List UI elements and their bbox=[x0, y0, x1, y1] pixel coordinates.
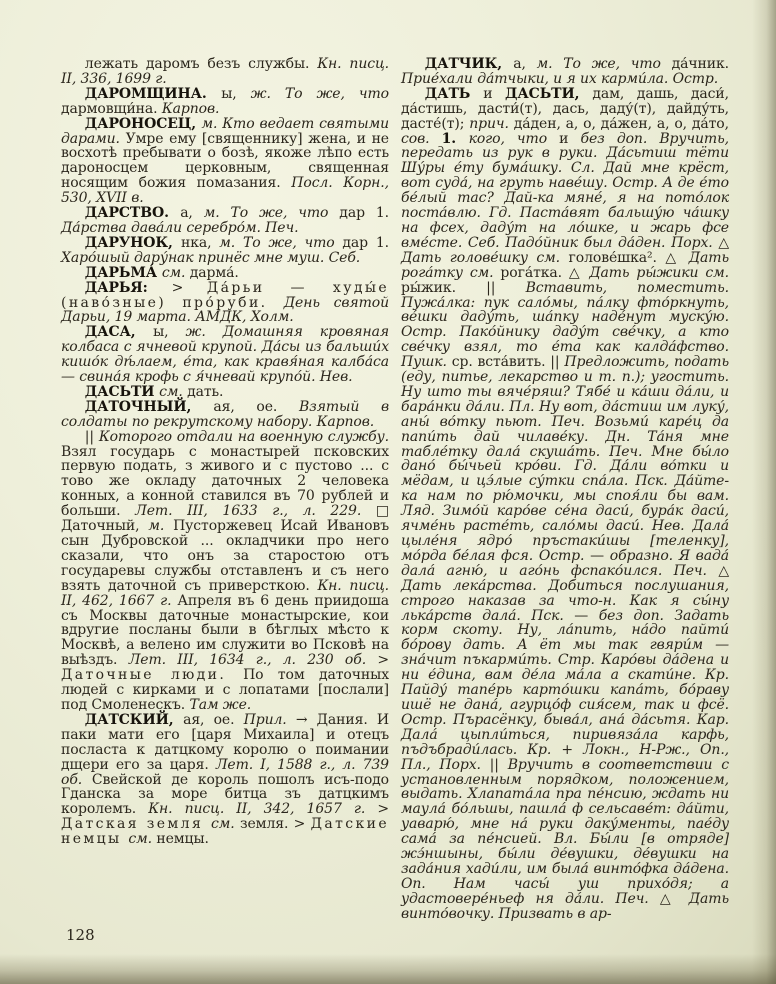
text-segment: Взял государь с монастырей псковских первую подать, з живого и с пустово ... с тово же окладу даточных 2 человека конных, а конной ставился въ 70 рублей и больши. bbox=[61, 443, 389, 520]
text-segment: ДАТЧИК, bbox=[424, 56, 514, 72]
text-segment: Датская земля bbox=[61, 816, 211, 833]
text-segment: ж. То же, что bbox=[250, 85, 389, 102]
text-segment: см. bbox=[128, 831, 157, 848]
text-segment: Свейской де король пошолъ исъ-подо Гданска за море битца зъ датцкимъ королемъ. bbox=[61, 771, 389, 818]
text-segment: Кн. писц. II, 336, 1699 г. bbox=[61, 56, 389, 87]
text-segment: земля. > bbox=[239, 816, 311, 833]
text-segment: ДАСЬТИ, bbox=[505, 85, 593, 102]
text-segment: Да́рства дава́ли серебро́м. Печ. bbox=[61, 219, 299, 236]
text-segment: ы, bbox=[221, 85, 251, 102]
text-segment: ры́жик. || bbox=[401, 279, 526, 296]
entry-paragraph bbox=[61, 57, 389, 87]
text-segment: без доп. Задать корм скоту. Ну, ла́пить, на́до пайти́ бо́рову дать. А ёт мы так гвяри́м — зна́чит пъкарми́ть. Стр. Каро́вы да́дена и ни е́дина, вам де́ла ма́ла а скати́не. Кр. Пайду́ тапе́рь карто́шки капа́ть, бо́раву ишё не дана́, агурцо́ф сия́сем, так и фсё. Остр. Пърасёнку, быва́л, ана́ да́сьтя. Кар. Дала́ цыпли́ться, пиривяза́ла карфь, пъдъбради́лась. Кр. bbox=[401, 607, 729, 758]
text-segment: м. То же, что bbox=[203, 205, 340, 222]
text-segment: Харо́шый дару́нак принёс мне муш. Себ. bbox=[61, 249, 361, 266]
text-segment: Взятый в солдаты по рекрутскому набору. Карпов. bbox=[61, 398, 389, 430]
text-segment: Лет. I, 1588 г., л. 739 об. bbox=[61, 756, 389, 788]
entry-paragraph bbox=[61, 236, 389, 266]
entry-paragraph bbox=[61, 325, 389, 385]
text-segment: см. bbox=[161, 264, 190, 281]
text-segment: Там же. bbox=[189, 696, 252, 713]
text-segment: а, bbox=[513, 56, 537, 72]
text-segment: м. То же, что bbox=[219, 234, 343, 251]
text-segment: дам, дашь, даси́, да́стишь, дасти́(т), дась, даду́(т), дайду́ть, дасте́(т); bbox=[401, 85, 729, 132]
entry-paragraph bbox=[61, 206, 389, 236]
text-segment: м. Кто ведает святыми дарами. bbox=[61, 115, 389, 147]
entry-paragraph bbox=[61, 385, 389, 400]
entry-paragraph bbox=[61, 430, 389, 713]
entry-paragraph bbox=[61, 713, 389, 847]
text-segment: △ bbox=[718, 234, 729, 251]
text-segment: дать. bbox=[187, 383, 224, 400]
text-segment: да́чник. bbox=[671, 56, 730, 72]
text-segment: > bbox=[377, 801, 389, 818]
text-segment: сов. bbox=[401, 130, 442, 147]
text-segment: ы, bbox=[153, 324, 186, 341]
text-segment: голове́шка². △ bbox=[568, 249, 689, 266]
text-segment: рога́тка. △ bbox=[500, 264, 590, 281]
text-segment: Которого отдали на военную службу. bbox=[98, 428, 389, 445]
text-segment: Посл. Корн., 530, XVII в. bbox=[61, 175, 389, 207]
text-segment: лежать даромъ безъ службы. bbox=[84, 56, 318, 72]
text-segment: Дать лека́рства. Добиться послушания, строго наказав за что-н. Как я сы́ну лька́рств дала́. Пск. bbox=[401, 577, 729, 624]
text-segment: ДАТСКИЙ, bbox=[84, 711, 184, 728]
text-segment: Прил. → bbox=[243, 711, 317, 728]
text-segment: Лет. III, 1634 г., л. 230 об. bbox=[128, 652, 378, 669]
text-segment: ДАСА, bbox=[84, 324, 154, 341]
entry-paragraph bbox=[61, 117, 389, 206]
text-segment: ср. вста́вить. || bbox=[451, 354, 565, 371]
text-segment: ж. Домашняя кровяная колбаса с ячневой крупой. Да́сы из бальши́х кишо́к дѣ́лаем, е́та, как кравя́ная калба́са — свина́я крофь с я́чневай крупо́й. Нев. bbox=[61, 324, 390, 386]
text-segment: Датские немцы bbox=[61, 816, 390, 848]
text-segment: Пусторжевец Исай Ивановъ сын Дубровской ... окладчики про него сказали, что онъ за старостою отъ государевы службы отставленъ и съ него взять даточной съ приверсткою. bbox=[61, 518, 389, 594]
entry-paragraph bbox=[61, 281, 389, 326]
text-segment: Дать винто́вочку. Призвать в ар- bbox=[401, 890, 729, 922]
text-segment: △ bbox=[659, 890, 689, 907]
text-segment: ДАРЬМА́ bbox=[84, 264, 162, 281]
text-segment: ая, ое. bbox=[183, 711, 244, 728]
page-bottom-edge bbox=[0, 954, 776, 984]
text-segment: без доп. Вручить, передать из рук в руки. Да́сьтиш тёти Шу́ры е́ту бума́шку. Сл. Дай мне крёст, вот суда́, на груть наве́шу. Остр. А де е́то бе́лый тас? Дай-ка мяне́, я на пото́лок поста́влю. Гд. Паста́вят бальшу́ю ча́шку на фсех, даду́т на ло́шке, и жарь фсе вме́сте. Себ. Падо́йник был да́ден. Порх. bbox=[401, 130, 729, 251]
text-segment: м. То же, что bbox=[536, 56, 672, 72]
text-segment: дар 1. bbox=[342, 234, 389, 251]
text-segment: Локн., Н-Рж., Оп., Пл., Порх. bbox=[401, 741, 730, 773]
text-segment: + bbox=[561, 741, 584, 758]
entry-paragraph bbox=[61, 266, 389, 281]
text-segment: дарма́. bbox=[189, 264, 239, 281]
text-segment: Дать голове́шку см. bbox=[401, 249, 569, 266]
text-segment: — bbox=[574, 607, 599, 624]
text-segment: и bbox=[483, 85, 505, 102]
text-segment: и bbox=[559, 130, 581, 147]
text-segment: а, bbox=[180, 205, 204, 222]
text-segment: образно. Я вада́ дала́ агню́, и аго́нь фспако́ился. Печ. bbox=[401, 547, 729, 579]
text-segment: нка, bbox=[181, 234, 220, 251]
page-number: 128 bbox=[66, 926, 95, 944]
text-segment: ДАРСТВО. bbox=[84, 205, 181, 222]
text-segment: Кн. писц. II, 342, 1657 г. bbox=[148, 801, 378, 818]
text-segment: Карпов. bbox=[161, 100, 220, 117]
text-segment: ДАТЬ bbox=[424, 85, 484, 102]
entry-paragraph bbox=[61, 87, 389, 117]
text-segment: Кн. писц. II, 462, 1667 г. bbox=[61, 577, 389, 609]
text-segment: — bbox=[590, 547, 610, 564]
text-segment: День святой Дарьи, 19 марта. АМДК, Холм. bbox=[61, 294, 389, 326]
text-segment: см. bbox=[159, 383, 188, 400]
text-segment: □ Даточный, bbox=[61, 503, 389, 535]
text-segment: > bbox=[377, 652, 389, 669]
text-segment: Дания. И паки мати его [царя Михаила] и отецъ посласта к датцкому королю о поимании дщери его за царя. bbox=[61, 711, 389, 773]
text-segment: ДАСЬТИ bbox=[84, 383, 160, 400]
text-segment: || bbox=[489, 756, 508, 773]
text-segment: ДАРУНОК, bbox=[84, 234, 181, 251]
text-segment: ДАРОНОСЕЦ, bbox=[84, 115, 202, 132]
text-segment: Апреля въ 6 день приидоша съ Москвы даточные монастырские, кои вдругие посланы были в бѣглых мѣсто к Москвѣ, а велено им служити во Псковѣ на выѣздъ. bbox=[61, 592, 389, 669]
text-segment: прич. bbox=[469, 115, 514, 132]
right-column bbox=[401, 57, 729, 922]
entry-paragraph bbox=[401, 87, 729, 922]
text-segment: немцы. bbox=[156, 831, 209, 848]
text-segment: ДАТОЧНЫЙ, bbox=[84, 398, 214, 415]
text-segment: Прие́хали да́тчыки, и я их карми́ла. Остр. bbox=[401, 70, 719, 87]
entry-paragraph bbox=[61, 400, 389, 430]
text-segment: Вручить в соответствии с установленным порядком, положением, выдать. Хлапата́ла пра пе́нсию, ждать ни маула́ бо́льшы, пашла́ ф сельсаве́т: да́йти, уаварю́, мне на́ руки даку́менты, пае́ду сама́ за пе́нсией. Вл. Бы́ли [в отряде] жэ́ншыны, бы́ли де́вушки, де́вушки на зада́ния хади́ли, им была́ винто́фка да́дена. Оп. Нам часы́ уш прихо́дя; а удастовере́ньеф ня да́ли. Печ. bbox=[401, 756, 729, 907]
text-segment: ая, ое. bbox=[213, 398, 299, 415]
text-segment: Лет. III, 1633 г., л. 229. bbox=[135, 503, 376, 520]
text-segment: По том даточных людей с кирками и с лопатами [послали] под Смоленескъ. bbox=[61, 667, 389, 713]
left-column bbox=[61, 57, 389, 922]
text-segment: Предложить, подать (еду, питье, лекарство и т. п.); угостить. Ну што ты вяче́ряш? Тябе́ и ка́ши да́ли, и бара́нки да́ли. Пл. Ну вот, да́стиш им луку́, аны́ во́тку пьют. Печ. Возьми́ каре́ц да папи́ть дай чилаве́ку. Дн. Та́ня мне табле́тку дала́ скуша́ть. Печ. Мне бы́ло дано́ бы́чьей кро́ви. Гд. Да́ли во́тки и мёдам, и цэ́лые су́тки спа́ла. Пск. Да́йте-ка нам по рю́мочки, мы споя́ли бы вам. Ляд. Зимо́й каро́ве се́на даси́, бура́к даси́, ячме́нь расте́ть, сало́мы даси́. Нев. Дала́ цыле́ня ядро́ пръстаки́шы [теленку], мо́рда бе́лая фся. Остр. bbox=[401, 354, 729, 564]
text-segment: да́ден, а, о, да́жен, а, о, да́то, bbox=[513, 115, 729, 132]
text-segment: Умре ему [священнику] жена, и не восхотѣ пребывати о бозѣ, якоже лѣпо есть дароносцем церковным, священная носящим божия помазания. bbox=[61, 130, 389, 192]
text-segment: Дать ры́жики см. bbox=[589, 264, 730, 281]
text-segment: Даточные люди. bbox=[61, 667, 244, 684]
text-segment: 1. bbox=[441, 130, 469, 147]
text-segment: ДАРЬЯ: bbox=[84, 279, 172, 296]
text-segment: ДАРОМЩИНА. bbox=[84, 85, 222, 102]
entry-paragraph bbox=[401, 57, 729, 87]
text-segment: Да́рьи — худы́е (наво́зные) про́руби. bbox=[61, 279, 390, 311]
text-segment: △ bbox=[718, 562, 729, 579]
text-segment: см. bbox=[211, 816, 240, 833]
text-segment: Вставить, поместить. Пужа́лка: пук сало́мы, па́лку фто́ркнуть, ве́шки даду́ть, ша́пку наде́нут муску́ю. Остр. Пако́йнику даду́т све́чку, а кто све́чку взял, то е́та как калда́фство. Пушк. bbox=[401, 279, 729, 371]
text-segment: Дать рога́тку см. bbox=[401, 249, 729, 281]
text-segment: кого, что bbox=[468, 130, 560, 147]
text-segment: > bbox=[171, 279, 207, 296]
text-columns bbox=[61, 57, 729, 922]
text-segment: дар 1. bbox=[339, 205, 390, 222]
text-segment: м. bbox=[148, 518, 174, 535]
text-segment: || bbox=[84, 428, 99, 445]
text-segment: дармовщи́на. bbox=[61, 100, 162, 117]
